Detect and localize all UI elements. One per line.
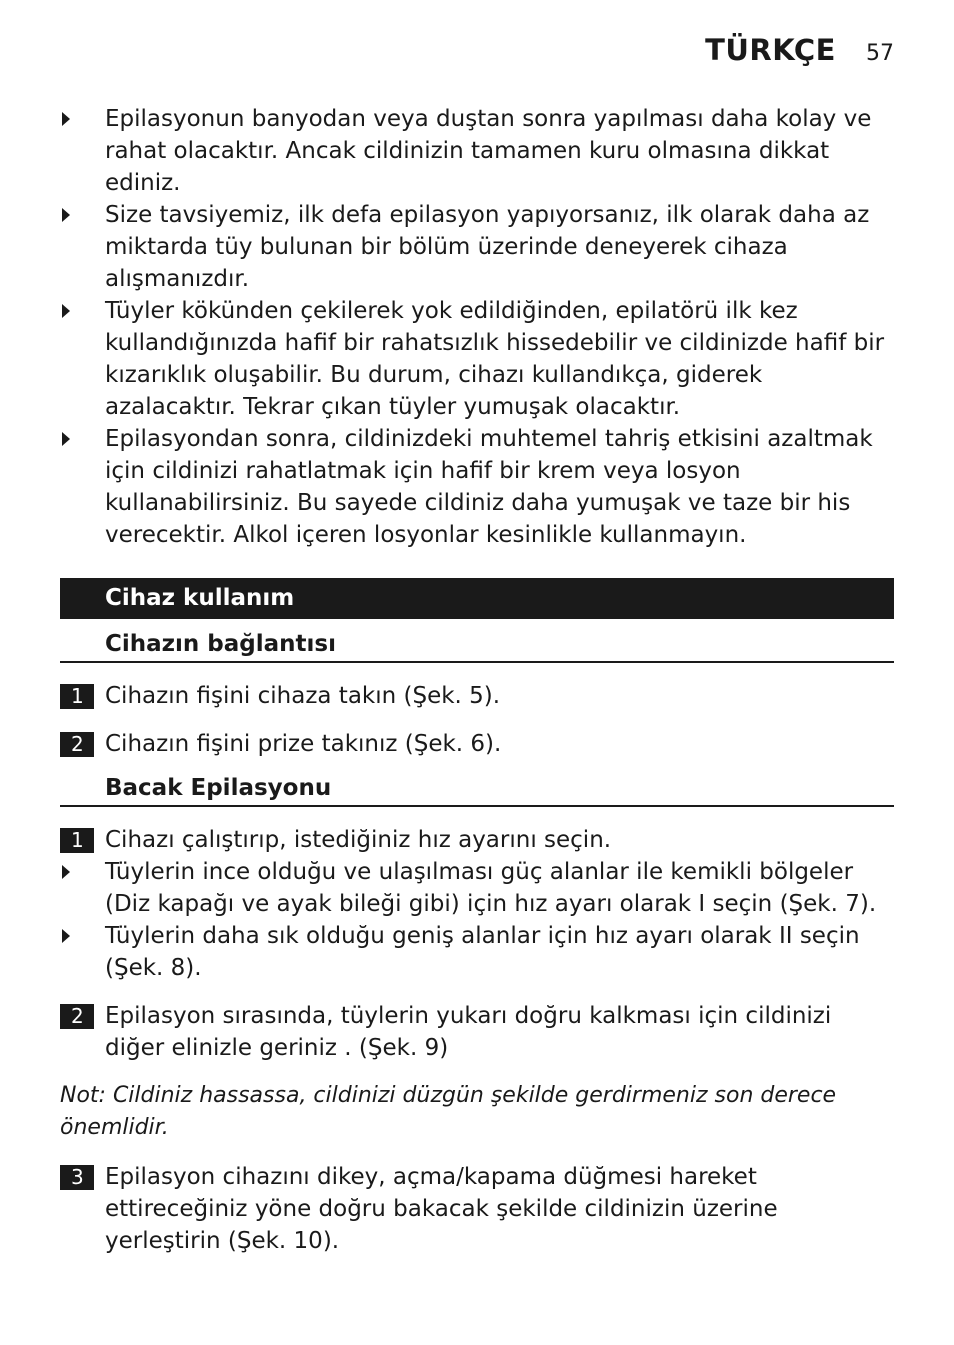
bullet-marker-icon — [62, 112, 70, 126]
list-item — [0, 856, 954, 920]
step-item — [0, 728, 954, 760]
language-label: TÜRKÇE — [705, 33, 836, 67]
list-item — [0, 103, 954, 199]
step-text: Cihazın fişini cihaza takın (Şek. 5). — [105, 683, 501, 709]
intro-bullet-list — [0, 103, 954, 551]
step-text: Cihazı çalıştırıp, istediğiniz hız ayarını seçin. — [105, 827, 612, 853]
list-item — [0, 920, 954, 984]
step-item — [0, 680, 954, 712]
note-text: Not: Cildiniz hassassa, cildinizi düzgün şekilde gerdirmeniz son derece önemlidir. — [60, 1083, 837, 1140]
page-header — [705, 33, 894, 67]
subheading-leg-epilation: Bacak Epilasyonu — [60, 775, 894, 807]
step-number-badge: 1 — [60, 828, 94, 853]
list-item — [0, 199, 954, 295]
bullet-marker-icon — [62, 208, 70, 222]
step-number-badge: 2 — [60, 732, 94, 757]
step-number-badge: 2 — [60, 1004, 94, 1029]
bullet-text: Tüylerin ince olduğu ve ulaşılması güç alanlar ile kemikli bölgeler (Diz kapağı ve ayak bileği gibi) için hız ayarı olarak I seçin (Şek. 7). — [105, 859, 877, 917]
bullet-text: Epilasyonun banyodan veya duştan sonra yapılması daha kolay ve rahat olacaktır. Ancak cildinizin tamamen kuru olmasına dikkat ediniz. — [105, 106, 872, 196]
list-item — [0, 295, 954, 423]
step-item — [0, 1000, 954, 1064]
bullet-marker-icon — [62, 432, 70, 446]
section-title-bar: Cihaz kullanım — [60, 578, 894, 619]
step-text: Cihazın fişini prize takınız (Şek. 6). — [105, 731, 502, 757]
bullet-marker-icon — [62, 304, 70, 318]
step-item — [0, 824, 954, 856]
step-item — [0, 1161, 954, 1257]
step-bullet-list — [0, 856, 954, 984]
bullet-marker-icon — [62, 865, 70, 879]
bullet-text: Tüylerin daha sık olduğu geniş alanlar için hız ayarı olarak II seçin (Şek. 8). — [105, 923, 860, 981]
bullet-text: Tüyler kökünden çekilerek yok edildiğinden, epilatörü ilk kez kullandığınızda hafif bir rahatsızlık hissedebilir ve cildinizde hafif bir kızarıklık oluşabilir. Bu durum, cihazı kullandıkça, giderek azalacaktır. Tekrar çıkan tüyler yumuşak olacaktır. — [105, 298, 885, 420]
bullet-text: Size tavsiyemiz, ilk defa epilasyon yapıyorsanız, ilk olarak daha az miktarda tüy bulunan bir bölüm üzerinde deneyerek cihaza alışmanızdır. — [105, 202, 870, 292]
step-text: Epilasyon cihazını dikey, açma/kapama düğmesi hareket ettireceğiniz yöne doğru bakacak şekilde cildinizin üzerine yerleştirin (Şek. 10). — [105, 1164, 778, 1254]
list-item — [0, 423, 954, 551]
bullet-text: Epilasyondan sonra, cildinizdeki muhtemel tahriş etkisini azaltmak için cildinizi rahatlatmak için hafif bir krem veya losyon kullanabilirsiniz. Bu sayede cildiniz daha yumuşak ve taze bir his verecektir. Alkol içeren losyonlar kesinlikle kullanmayın. — [105, 426, 873, 548]
subheading-connection: Cihazın bağlantısı — [60, 631, 894, 663]
step-text: Epilasyon sırasında, tüylerin yukarı doğru kalkması için cildinizi diğer elinizle geriniz . (Şek. 9) — [105, 1003, 832, 1061]
step-number-badge: 1 — [60, 684, 94, 709]
step-number-badge: 3 — [60, 1165, 94, 1190]
page-number: 57 — [866, 41, 894, 66]
bullet-marker-icon — [62, 929, 70, 943]
